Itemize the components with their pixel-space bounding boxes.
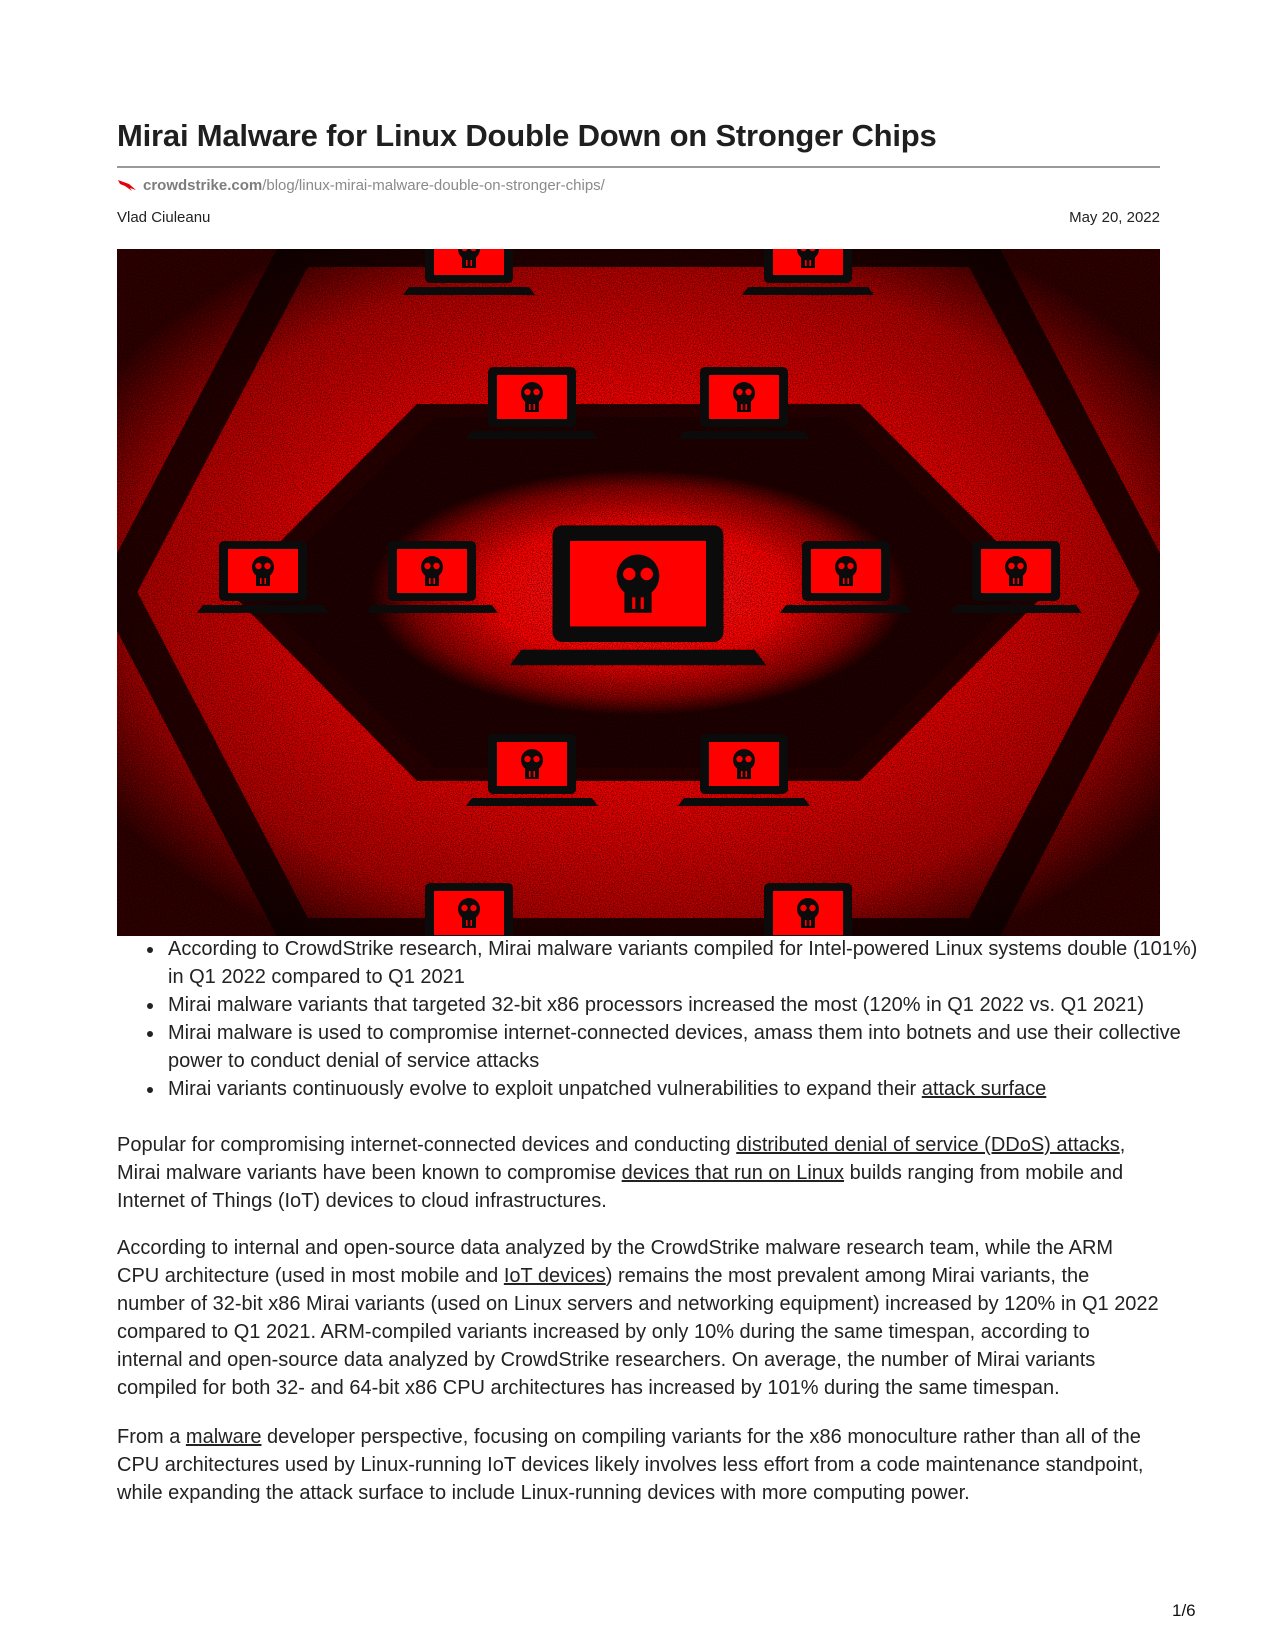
hero-image <box>117 249 1160 936</box>
author: Vlad Ciuleanu <box>117 209 211 226</box>
ddos-attacks-link[interactable]: distributed denial of service (DDoS) attacks <box>736 1134 1120 1156</box>
linux-devices-link[interactable]: devices that run on Linux <box>621 1162 845 1184</box>
paragraph-1: Popular for compromising internet-connected devices and conducting distributed denial of service (DDoS) attacks, Mirai malware variants have been known to compromise devices that run on Linux builds ranging from mobile and Internet of Things (IoT) devices to cloud infrastructures. <box>117 1134 1126 1212</box>
list-item: Mirai variants continuously evolve to exploit unpatched vulnerabilities to expand their attack surface <box>168 1075 1211 1103</box>
attack-surface-link[interactable]: attack surface <box>921 1078 1047 1100</box>
publish-date: May 20, 2022 <box>1069 209 1160 226</box>
malware-link[interactable]: malware <box>185 1426 262 1448</box>
key-points-list <box>117 935 1211 1103</box>
list-item: According to CrowdStrike research, Mirai malware variants compiled for Intel-powered Linux systems double (101%) in Q1 2022 compared to Q1 2021 <box>168 935 1211 991</box>
crowdstrike-falcon-icon <box>117 178 137 192</box>
source-path: /blog/linux-mirai-malware-double-on-stronger-chips/ <box>262 177 605 194</box>
title-divider <box>117 166 1160 168</box>
iot-devices-link[interactable]: IoT devices <box>503 1265 606 1287</box>
list-item: Mirai malware is used to compromise internet-connected devices, amass them into botnets and use their collective power to conduct denial of service attacks <box>168 1019 1211 1075</box>
paragraph-3: From a malware developer perspective, focusing on compiling variants for the x86 monoculture rather than all of the CPU architectures used by Linux-running IoT devices likely involves less effort from a code maintenance standpoint, while expanding the attack surface to include Linux-running devices with more computing power. <box>117 1426 1144 1504</box>
source-domain: crowdstrike.com <box>143 177 263 194</box>
list-item: Mirai malware variants that targeted 32-bit x86 processors increased the most (120% in Q1 2022 vs. Q1 2021) <box>168 991 1211 1019</box>
paragraph-2: According to internal and open-source data analyzed by the CrowdStrike malware research team, while the ARM CPU architecture (used in most mobile and IoT devices) remains the most prevalent among Mirai variants, the number of 32-bit x86 Mirai variants (used on Linux servers and networking equipment) increased by 120% in Q1 2022 compared to Q1 2021. ARM-compiled variants increased by only 10% during the same timespan, according to internal and open-source data analyzed by CrowdStrike researchers. On average, the number of Mirai variants compiled for both 32- and 64-bit x86 CPU architectures has increased by 101% during the same timespan. <box>117 1237 1159 1399</box>
page-number: 1/6 <box>1172 1601 1196 1620</box>
article-title: Mirai Malware for Linux Double Down on Stronger Chips <box>117 118 937 153</box>
source-url[interactable] <box>117 177 605 194</box>
article-meta <box>117 209 1160 226</box>
